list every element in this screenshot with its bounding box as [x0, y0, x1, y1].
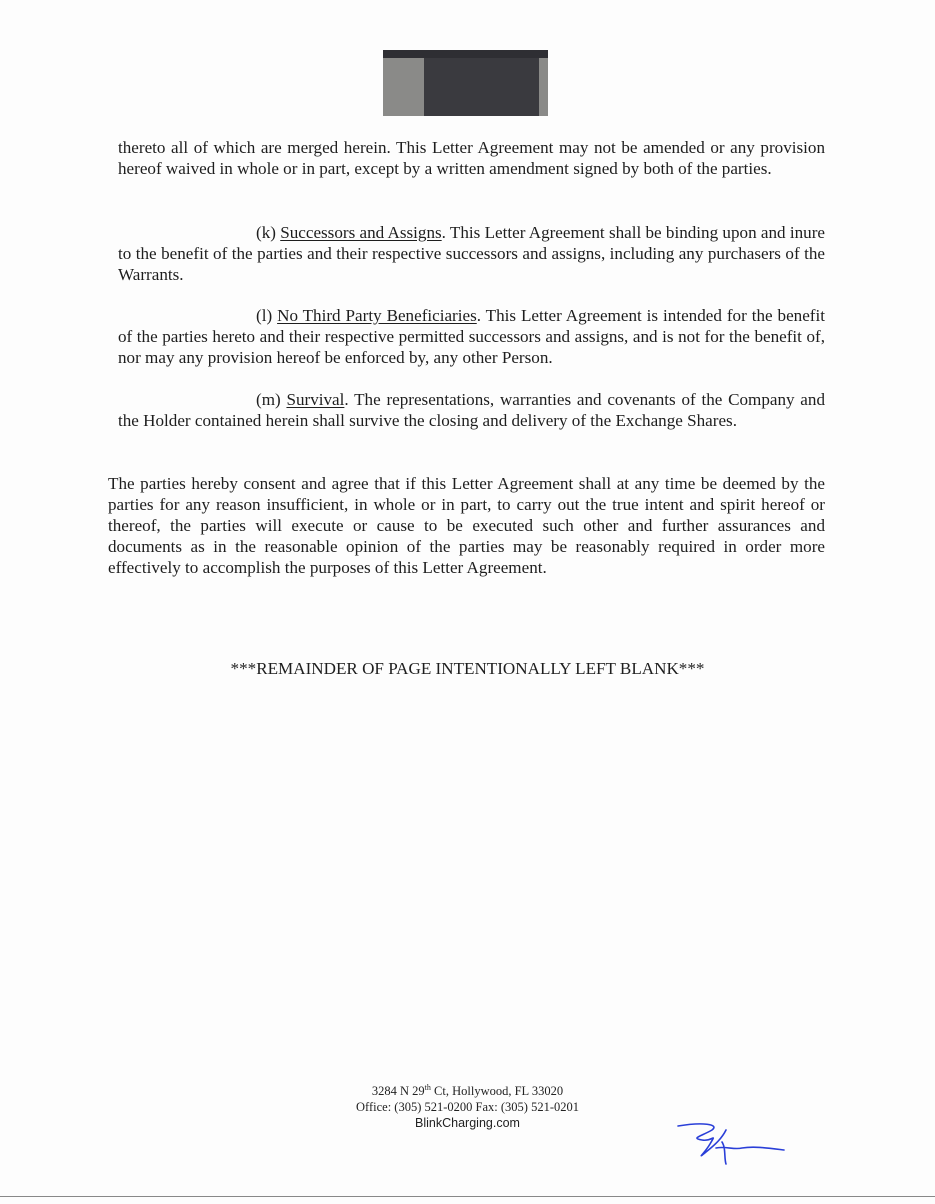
- section-m-body: . The representations, warranties and covenants of the Company and the Holder contained herein shall survive the closing and delivery of the Exchange Shares.: [118, 390, 825, 430]
- section-m: [118, 389, 825, 431]
- footer-phones: Office: (305) 521-0200 Fax: (305) 521-0201: [356, 1100, 579, 1114]
- section-k: [118, 222, 825, 285]
- section-l-heading: No Third Party Beneficiaries: [277, 306, 477, 325]
- logo-right-panel: [539, 58, 548, 116]
- footer-address: 3284 N 29th Ct, Hollywood, FL 33020: [371, 1082, 564, 1098]
- section-m-heading: Survival: [286, 390, 345, 409]
- logo-left-panel: [383, 58, 424, 116]
- section-k-heading: Successors and Assigns: [280, 223, 442, 242]
- signature-initials: [672, 1118, 787, 1168]
- section-m-marker: (m): [256, 390, 281, 409]
- signature-stroke: [678, 1124, 784, 1164]
- logo-top-bar: [383, 50, 548, 58]
- section-k-body: . This Letter Agreement shall be binding upon and inure to the benefit of the parties and their respective successors and assigns, including any purchasers of the Warrants.: [118, 223, 825, 284]
- section-l-marker: (l): [256, 306, 273, 325]
- paragraph-continuation: thereto all of which are merged herein. This Letter Agreement may not be amended or any provision hereof waived in whole or in part, except by a written amendment signed by both of the parties.: [118, 138, 825, 178]
- footer-website: BlinkCharging.com: [415, 1116, 520, 1130]
- blank-page-notice: ***REMAINDER OF PAGE INTENTIONALLY LEFT BLANK***: [230, 659, 705, 678]
- section-l-body: . This Letter Agreement is intended for the benefit of the parties hereto and their respective permitted successors and assigns, and is not for the benefit of, nor may any provision hereof be enforced by, any other Person.: [118, 306, 825, 367]
- page-bottom-edge: [0, 1196, 935, 1197]
- company-logo-redacted: [383, 50, 548, 116]
- paragraph-further-assurances: The parties hereby consent and agree that if this Letter Agreement shall at any time be deemed by the parties for any reason insufficient, in whole or in part, to carry out the true intent and spirit hereof or thereof, the parties will execute or cause to be executed such other and further assurances and documents as in the reasonable opinion of the parties may be reasonably required in order more effectively to accomplish the purposes of this Letter Agreement.: [108, 474, 825, 577]
- section-k-marker: (k): [256, 223, 276, 242]
- letterhead-footer: [300, 1083, 635, 1131]
- section-l: [118, 305, 825, 368]
